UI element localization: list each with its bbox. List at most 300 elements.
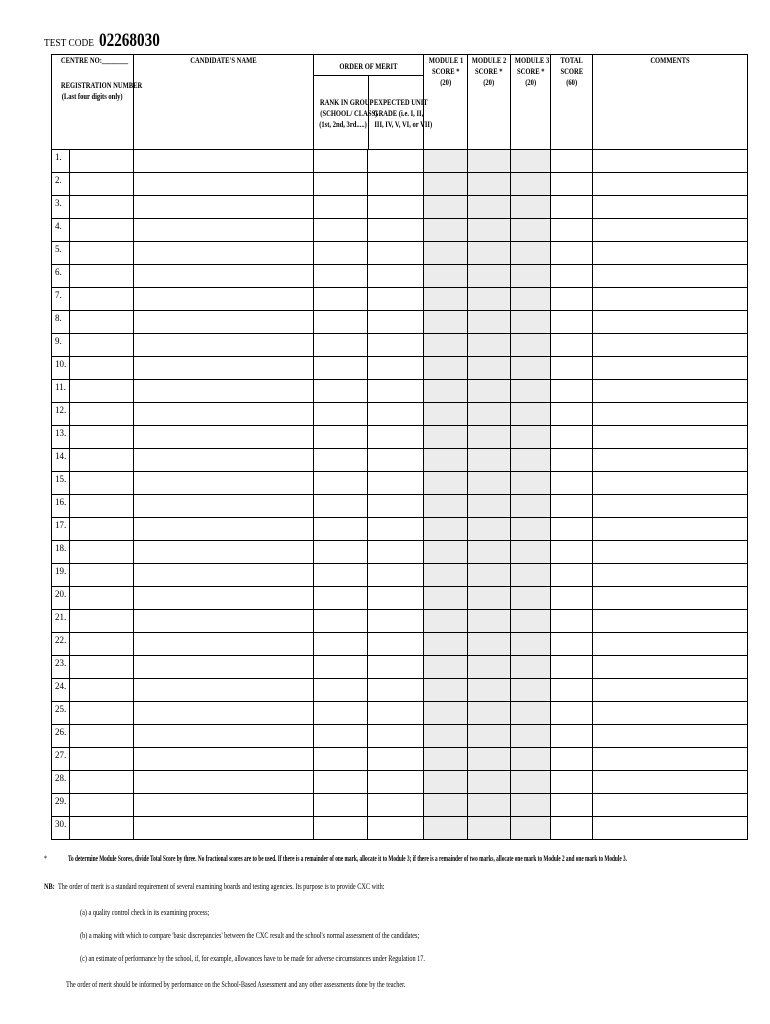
- module-3-cell[interactable]: [511, 610, 551, 633]
- grade-cell[interactable]: [368, 334, 424, 357]
- module-1-cell[interactable]: [424, 495, 468, 518]
- registration-cell[interactable]: [70, 794, 134, 817]
- module-2-cell[interactable]: [468, 426, 511, 449]
- note-item-c: (c) an estimate of performance by the school, if, for example, allowances have to be made for adverse circumstances under Regulation 17.: [80, 954, 425, 963]
- rank-cell[interactable]: [314, 426, 368, 449]
- module-3-cell[interactable]: [511, 679, 551, 702]
- module-3-cell[interactable]: [511, 587, 551, 610]
- module-1-cell[interactable]: [424, 242, 468, 265]
- candidate-name-cell[interactable]: [134, 495, 314, 518]
- total-score-cell[interactable]: [551, 242, 593, 265]
- module-1-cell[interactable]: [424, 794, 468, 817]
- module-2-cell[interactable]: [468, 173, 511, 196]
- rank-cell[interactable]: [314, 265, 368, 288]
- module-1-cell[interactable]: [424, 633, 468, 656]
- rank-cell[interactable]: [314, 334, 368, 357]
- module-3-cell[interactable]: [511, 495, 551, 518]
- candidate-name-cell[interactable]: [134, 702, 314, 725]
- registration-cell[interactable]: [70, 702, 134, 725]
- candidate-name-cell[interactable]: [134, 656, 314, 679]
- module-3-cell[interactable]: [511, 357, 551, 380]
- candidate-name-cell[interactable]: [134, 748, 314, 771]
- module-3-cell[interactable]: [511, 196, 551, 219]
- total-score-cell[interactable]: [551, 311, 593, 334]
- comments-cell[interactable]: [593, 656, 748, 679]
- module-2-cell[interactable]: [468, 288, 511, 311]
- table-row: [52, 587, 748, 610]
- test-code-label: TEST CODE: [44, 37, 94, 49]
- rank-cell[interactable]: [314, 794, 368, 817]
- grade-cell[interactable]: [368, 357, 424, 380]
- rank-cell[interactable]: [314, 679, 368, 702]
- registration-cell[interactable]: [70, 173, 134, 196]
- grade-cell[interactable]: [368, 426, 424, 449]
- grade-cell[interactable]: [368, 564, 424, 587]
- grade-cell[interactable]: [368, 472, 424, 495]
- module-1-score-label: SCORE *: [431, 67, 460, 76]
- module-2-cell[interactable]: [468, 587, 511, 610]
- registration-cell[interactable]: [70, 219, 134, 242]
- module-3-cell[interactable]: [511, 150, 551, 173]
- module-3-cell[interactable]: [511, 265, 551, 288]
- grade-cell[interactable]: [368, 242, 424, 265]
- comments-cell[interactable]: [593, 357, 748, 380]
- module-1-cell[interactable]: [424, 702, 468, 725]
- module-1-cell[interactable]: [424, 288, 468, 311]
- candidate-name-cell[interactable]: [134, 265, 314, 288]
- module-2-cell[interactable]: [468, 449, 511, 472]
- grade-cell[interactable]: [368, 219, 424, 242]
- row-number: 8.: [52, 311, 70, 334]
- module-3-cell[interactable]: [511, 541, 551, 564]
- module-2-cell[interactable]: [468, 357, 511, 380]
- comments-cell[interactable]: [593, 564, 748, 587]
- module-2-cell[interactable]: [468, 794, 511, 817]
- comments-cell[interactable]: [593, 311, 748, 334]
- comments-cell[interactable]: [593, 265, 748, 288]
- comments-cell[interactable]: [593, 587, 748, 610]
- module-3-cell[interactable]: [511, 564, 551, 587]
- row-number: 1.: [52, 150, 70, 173]
- comments-cell[interactable]: [593, 771, 748, 794]
- module-1-cell[interactable]: [424, 748, 468, 771]
- grade-cell[interactable]: [368, 311, 424, 334]
- registration-cell[interactable]: [70, 817, 134, 840]
- rank-cell[interactable]: [314, 380, 368, 403]
- total-score-cell[interactable]: [551, 794, 593, 817]
- registration-cell[interactable]: [70, 472, 134, 495]
- candidate-name-cell[interactable]: [134, 449, 314, 472]
- candidate-name-cell[interactable]: [134, 173, 314, 196]
- total-score-cell[interactable]: [551, 748, 593, 771]
- total-score-cell[interactable]: [551, 449, 593, 472]
- module-2-cell[interactable]: [468, 725, 511, 748]
- module-3-cell[interactable]: [511, 633, 551, 656]
- comments-cell[interactable]: [593, 472, 748, 495]
- total-score-cell[interactable]: [551, 610, 593, 633]
- module-3-cell[interactable]: [511, 380, 551, 403]
- registration-cell[interactable]: [70, 334, 134, 357]
- module-3-cell[interactable]: [511, 771, 551, 794]
- module-1-cell[interactable]: [424, 679, 468, 702]
- module-3-cell[interactable]: [511, 518, 551, 541]
- total-label: TOTAL: [560, 56, 583, 65]
- total-score-cell[interactable]: [551, 334, 593, 357]
- module-3-cell[interactable]: [511, 794, 551, 817]
- total-score-cell[interactable]: [551, 219, 593, 242]
- grade-cell[interactable]: [368, 817, 424, 840]
- module-1-cell[interactable]: [424, 173, 468, 196]
- grade-cell[interactable]: [368, 150, 424, 173]
- module-1-cell[interactable]: [424, 311, 468, 334]
- module-2-cell[interactable]: [468, 771, 511, 794]
- comments-cell[interactable]: [593, 150, 748, 173]
- table-header: [52, 55, 748, 150]
- grade-cell[interactable]: [368, 495, 424, 518]
- module-1-cell[interactable]: [424, 541, 468, 564]
- registration-cell[interactable]: [70, 288, 134, 311]
- module-3-cell[interactable]: [511, 311, 551, 334]
- table-row: [52, 196, 748, 219]
- grade-cell[interactable]: [368, 380, 424, 403]
- registration-cell[interactable]: [70, 633, 134, 656]
- comments-cell[interactable]: [593, 702, 748, 725]
- module-2-cell[interactable]: [468, 656, 511, 679]
- module-1-cell[interactable]: [424, 518, 468, 541]
- comments-cell[interactable]: [593, 219, 748, 242]
- registration-cell[interactable]: [70, 150, 134, 173]
- module-2-cell[interactable]: [468, 472, 511, 495]
- total-score-cell[interactable]: [551, 196, 593, 219]
- registration-cell[interactable]: [70, 725, 134, 748]
- module-3-cell[interactable]: [511, 288, 551, 311]
- candidate-name-cell[interactable]: [134, 288, 314, 311]
- comments-cell[interactable]: [593, 449, 748, 472]
- rank-cell[interactable]: [314, 541, 368, 564]
- module-1-cell[interactable]: [424, 265, 468, 288]
- total-score-cell[interactable]: [551, 771, 593, 794]
- comments-cell[interactable]: [593, 633, 748, 656]
- rank-cell[interactable]: [314, 288, 368, 311]
- module-1-cell[interactable]: [424, 725, 468, 748]
- row-number: 23.: [52, 656, 70, 679]
- module-2-cell[interactable]: [468, 219, 511, 242]
- rank-cell[interactable]: [314, 725, 368, 748]
- grade-cell[interactable]: [368, 771, 424, 794]
- order-of-merit-label: ORDER OF MERIT: [339, 62, 398, 71]
- rank-cell[interactable]: [314, 771, 368, 794]
- module-2-cell[interactable]: [468, 541, 511, 564]
- comments-cell[interactable]: [593, 380, 748, 403]
- registration-cell[interactable]: [70, 265, 134, 288]
- centre-no-label: CENTRE NO:________: [60, 56, 129, 65]
- module-1-cell[interactable]: [424, 817, 468, 840]
- module-2-cell[interactable]: [468, 403, 511, 426]
- candidate-name-cell[interactable]: [134, 242, 314, 265]
- registration-cell[interactable]: [70, 541, 134, 564]
- total-score-cell[interactable]: [551, 725, 593, 748]
- rank-cell[interactable]: [314, 518, 368, 541]
- grade-cell[interactable]: [368, 610, 424, 633]
- module-3-cell[interactable]: [511, 748, 551, 771]
- module-1-cell[interactable]: [424, 219, 468, 242]
- registration-cell[interactable]: [70, 403, 134, 426]
- nb-label: NB:: [44, 882, 55, 891]
- module-2-cell[interactable]: [468, 242, 511, 265]
- candidate-name-cell[interactable]: [134, 380, 314, 403]
- table-row: [52, 150, 748, 173]
- rank-cell[interactable]: [314, 196, 368, 219]
- total-score-cell[interactable]: [551, 150, 593, 173]
- candidate-name-cell[interactable]: [134, 403, 314, 426]
- module-2-cell[interactable]: [468, 518, 511, 541]
- total-score-cell[interactable]: [551, 357, 593, 380]
- candidate-name-cell[interactable]: [134, 150, 314, 173]
- candidate-name-cell[interactable]: [134, 357, 314, 380]
- registration-cell[interactable]: [70, 380, 134, 403]
- asterisk-mark: *: [44, 854, 48, 863]
- total-score-cell[interactable]: [551, 564, 593, 587]
- candidate-name-cell[interactable]: [134, 219, 314, 242]
- module-2-cell[interactable]: [468, 748, 511, 771]
- registration-cell[interactable]: [70, 656, 134, 679]
- module-2-cell[interactable]: [468, 311, 511, 334]
- grade-cell[interactable]: [368, 725, 424, 748]
- candidate-name-cell[interactable]: [134, 426, 314, 449]
- module-1-cell[interactable]: [424, 196, 468, 219]
- rank-cell[interactable]: [314, 817, 368, 840]
- grade-cell[interactable]: [368, 265, 424, 288]
- comments-cell[interactable]: [593, 610, 748, 633]
- comments-cell[interactable]: [593, 495, 748, 518]
- module-3-cell[interactable]: [511, 472, 551, 495]
- candidate-name-cell[interactable]: [134, 196, 314, 219]
- candidate-name-cell[interactable]: [134, 472, 314, 495]
- registration-cell[interactable]: [70, 196, 134, 219]
- comments-cell[interactable]: [593, 679, 748, 702]
- module-1-cell[interactable]: [424, 426, 468, 449]
- candidate-name-cell[interactable]: [134, 817, 314, 840]
- total-score-cell[interactable]: [551, 679, 593, 702]
- rank-cell[interactable]: [314, 702, 368, 725]
- candidate-name-cell[interactable]: [134, 518, 314, 541]
- module-2-cell[interactable]: [468, 702, 511, 725]
- registration-cell[interactable]: [70, 587, 134, 610]
- registration-cell[interactable]: [70, 679, 134, 702]
- comments-cell[interactable]: [593, 403, 748, 426]
- module-1-cell[interactable]: [424, 150, 468, 173]
- module-1-cell[interactable]: [424, 564, 468, 587]
- module-1-cell[interactable]: [424, 380, 468, 403]
- row-number: 22.: [52, 633, 70, 656]
- total-score-cell[interactable]: [551, 288, 593, 311]
- module-2-cell[interactable]: [468, 334, 511, 357]
- candidate-name-cell[interactable]: [134, 564, 314, 587]
- module-2-cell[interactable]: [468, 817, 511, 840]
- rank-cell[interactable]: [314, 748, 368, 771]
- registration-cell[interactable]: [70, 495, 134, 518]
- module-1-label: MODULE 1: [428, 56, 463, 65]
- table-row: [52, 334, 748, 357]
- grade-cell[interactable]: [368, 541, 424, 564]
- row-number: 26.: [52, 725, 70, 748]
- comments-cell[interactable]: [593, 518, 748, 541]
- row-number: 30.: [52, 817, 70, 840]
- total-score-cell[interactable]: [551, 587, 593, 610]
- comments-cell[interactable]: [593, 748, 748, 771]
- registration-cell[interactable]: [70, 610, 134, 633]
- total-score-cell[interactable]: [551, 173, 593, 196]
- module-1-cell[interactable]: [424, 656, 468, 679]
- module-2-cell[interactable]: [468, 495, 511, 518]
- comments-cell[interactable]: [593, 173, 748, 196]
- module-2-cell[interactable]: [468, 679, 511, 702]
- row-number: 29.: [52, 794, 70, 817]
- comments-cell[interactable]: [593, 541, 748, 564]
- candidate-name-cell[interactable]: [134, 725, 314, 748]
- total-score-cell[interactable]: [551, 541, 593, 564]
- grade-cell[interactable]: [368, 449, 424, 472]
- total-score-cell[interactable]: [551, 518, 593, 541]
- module-1-cell[interactable]: [424, 403, 468, 426]
- rank-cell[interactable]: [314, 472, 368, 495]
- candidate-name-cell[interactable]: [134, 311, 314, 334]
- module-2-cell[interactable]: [468, 196, 511, 219]
- total-score-cell[interactable]: [551, 817, 593, 840]
- registration-cell[interactable]: [70, 311, 134, 334]
- registration-cell[interactable]: [70, 771, 134, 794]
- registration-cell[interactable]: [70, 242, 134, 265]
- module-3-cell[interactable]: [511, 403, 551, 426]
- rank-cell[interactable]: [314, 242, 368, 265]
- comments-cell[interactable]: [593, 288, 748, 311]
- module-2-cell[interactable]: [468, 380, 511, 403]
- rank-cell[interactable]: [314, 449, 368, 472]
- comments-cell[interactable]: [593, 725, 748, 748]
- grade-cell[interactable]: [368, 679, 424, 702]
- rank-cell[interactable]: [314, 633, 368, 656]
- module-1-cell[interactable]: [424, 610, 468, 633]
- grade-cell[interactable]: [368, 288, 424, 311]
- registration-cell[interactable]: [70, 564, 134, 587]
- candidate-name-cell[interactable]: [134, 633, 314, 656]
- module-2-cell[interactable]: [468, 564, 511, 587]
- comments-cell[interactable]: [593, 334, 748, 357]
- total-score-cell[interactable]: [551, 702, 593, 725]
- grade-cell[interactable]: [368, 633, 424, 656]
- total-score-cell[interactable]: [551, 265, 593, 288]
- grade-cell[interactable]: [368, 518, 424, 541]
- grade-cell[interactable]: [368, 403, 424, 426]
- module-3-label: MODULE 3: [514, 56, 550, 65]
- module-2-cell[interactable]: [468, 610, 511, 633]
- module-3-cell[interactable]: [511, 334, 551, 357]
- module-1-cell[interactable]: [424, 334, 468, 357]
- comments-label: COMMENTS: [650, 56, 690, 65]
- comments-cell[interactable]: [593, 196, 748, 219]
- module-2-cell[interactable]: [468, 150, 511, 173]
- module-1-cell[interactable]: [424, 449, 468, 472]
- module-3-cell[interactable]: [511, 725, 551, 748]
- module-1-header: [424, 55, 468, 150]
- module-3-cell[interactable]: [511, 173, 551, 196]
- rank-cell[interactable]: [314, 173, 368, 196]
- module-3-cell[interactable]: [511, 702, 551, 725]
- module-3-cell[interactable]: [511, 656, 551, 679]
- candidate-name-cell[interactable]: [134, 587, 314, 610]
- rank-cell[interactable]: [314, 311, 368, 334]
- table-row: [52, 449, 748, 472]
- grade-cell[interactable]: [368, 587, 424, 610]
- registration-cell[interactable]: [70, 426, 134, 449]
- grade-cell[interactable]: [368, 702, 424, 725]
- total-score-cell[interactable]: [551, 472, 593, 495]
- rank-cell[interactable]: [314, 357, 368, 380]
- candidate-name-cell[interactable]: [134, 771, 314, 794]
- rank-cell[interactable]: [314, 403, 368, 426]
- rank-cell[interactable]: [314, 587, 368, 610]
- candidate-name-cell[interactable]: [134, 794, 314, 817]
- comments-cell[interactable]: [593, 794, 748, 817]
- total-score-cell[interactable]: [551, 656, 593, 679]
- registration-cell[interactable]: [70, 518, 134, 541]
- module-3-cell[interactable]: [511, 242, 551, 265]
- rank-cell[interactable]: [314, 495, 368, 518]
- candidate-name-cell[interactable]: [134, 679, 314, 702]
- grade-cell[interactable]: [368, 794, 424, 817]
- rank-cell[interactable]: [314, 610, 368, 633]
- registration-cell[interactable]: [70, 357, 134, 380]
- rank-cell[interactable]: [314, 564, 368, 587]
- module-2-cell[interactable]: [468, 633, 511, 656]
- rank-cell[interactable]: [314, 150, 368, 173]
- total-score-cell[interactable]: [551, 380, 593, 403]
- table-row: [52, 748, 748, 771]
- comments-cell[interactable]: [593, 242, 748, 265]
- module-1-cell[interactable]: [424, 472, 468, 495]
- module-1-max: (20): [440, 78, 451, 87]
- module-3-cell[interactable]: [511, 219, 551, 242]
- module-2-max: (20): [483, 78, 495, 87]
- module-3-cell[interactable]: [511, 817, 551, 840]
- registration-cell[interactable]: [70, 449, 134, 472]
- module-3-cell[interactable]: [511, 426, 551, 449]
- rank-cell[interactable]: [314, 219, 368, 242]
- comments-cell[interactable]: [593, 426, 748, 449]
- candidate-name-cell[interactable]: [134, 610, 314, 633]
- grade-cell[interactable]: [368, 748, 424, 771]
- grade-cell[interactable]: [368, 656, 424, 679]
- module-1-cell[interactable]: [424, 357, 468, 380]
- candidate-name-cell[interactable]: [134, 334, 314, 357]
- comments-cell[interactable]: [593, 817, 748, 840]
- total-score-cell[interactable]: [551, 403, 593, 426]
- closing-note: The order of merit should be informed by performance on the School-Based Assessment and any other assessments done by the teacher.: [66, 980, 406, 989]
- grade-cell[interactable]: [368, 173, 424, 196]
- module-1-cell[interactable]: [424, 771, 468, 794]
- total-score-cell[interactable]: [551, 633, 593, 656]
- table-row: [52, 288, 748, 311]
- total-score-cell[interactable]: [551, 495, 593, 518]
- candidate-name-cell[interactable]: [134, 541, 314, 564]
- total-score-cell[interactable]: [551, 426, 593, 449]
- rank-cell[interactable]: [314, 656, 368, 679]
- module-3-cell[interactable]: [511, 449, 551, 472]
- module-2-cell[interactable]: [468, 265, 511, 288]
- module-1-cell[interactable]: [424, 587, 468, 610]
- grade-cell[interactable]: [368, 196, 424, 219]
- registration-cell[interactable]: [70, 748, 134, 771]
